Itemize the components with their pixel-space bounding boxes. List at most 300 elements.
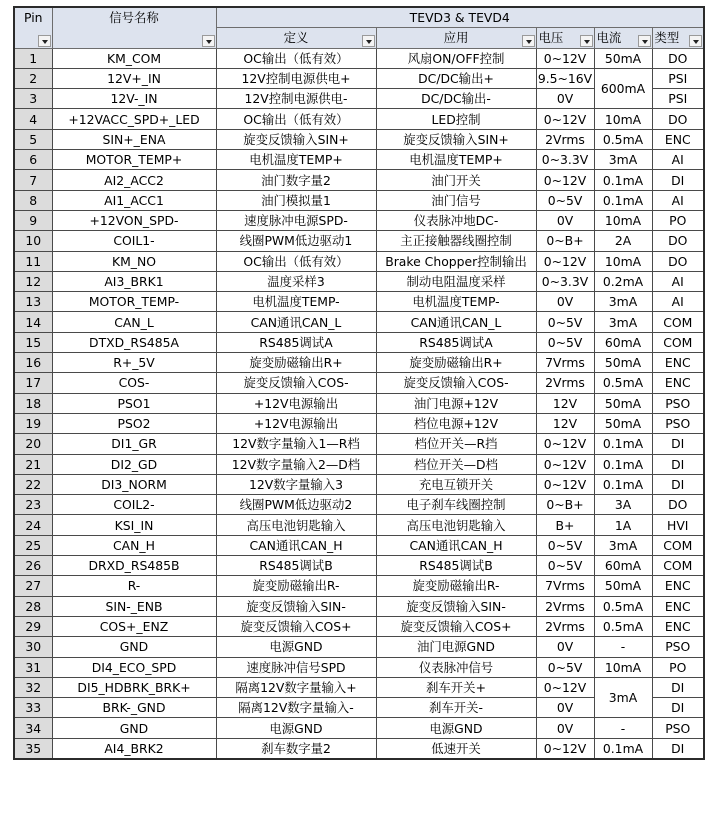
table-row: [14, 616, 704, 636]
signal-cell: BRK-_GND: [52, 698, 216, 718]
table-row: [14, 474, 704, 494]
table-row: [14, 677, 704, 697]
current-cell: 3mA: [594, 292, 652, 312]
pin-cell: 18: [14, 393, 52, 413]
pin-cell: 31: [14, 657, 52, 677]
pin-cell: 20: [14, 434, 52, 454]
definition-cell: CAN通讯CAN_L: [216, 312, 376, 332]
voltage-cell: 0~5V: [536, 556, 594, 576]
application-cell: 电子刹车线圈控制: [376, 495, 536, 515]
filter-dropdown-icon[interactable]: [580, 35, 593, 47]
pin-cell: 8: [14, 190, 52, 210]
voltage-cell: 0V: [536, 718, 594, 738]
signal-cell: DI5_HDBRK_BRK+: [52, 677, 216, 697]
voltage-cell: 0V: [536, 89, 594, 109]
application-cell: 旋变反馈输入SIN+: [376, 129, 536, 149]
signal-cell: DRXD_RS485B: [52, 556, 216, 576]
table-row: [14, 515, 704, 535]
current-cell: 50mA: [594, 353, 652, 373]
application-cell: 档位开关—R挡: [376, 434, 536, 454]
definition-cell: 12V控制电源供电+: [216, 68, 376, 88]
current-cell: 0.2mA: [594, 271, 652, 291]
current-cell: 50mA: [594, 576, 652, 596]
table-row: [14, 495, 704, 515]
table-row: [14, 332, 704, 352]
current-cell: 0.5mA: [594, 616, 652, 636]
voltage-cell: 0~12V: [536, 251, 594, 271]
type-cell: PO: [652, 657, 704, 677]
definition-cell: OC输出（低有效）: [216, 48, 376, 68]
type-cell: AI: [652, 150, 704, 170]
table-row: [14, 657, 704, 677]
definition-cell: 线圈PWM低边驱动2: [216, 495, 376, 515]
signal-cell: AI2_ACC2: [52, 170, 216, 190]
signal-cell: KM_NO: [52, 251, 216, 271]
pin-cell: 16: [14, 353, 52, 373]
voltage-cell: 0~12V: [536, 454, 594, 474]
application-cell: DC/DC输出+: [376, 68, 536, 88]
definition-cell: 隔离12V数字量输入+: [216, 677, 376, 697]
voltage-cell: 0~12V: [536, 434, 594, 454]
header-pin[interactable]: [14, 7, 52, 48]
definition-cell: 电机温度TEMP+: [216, 150, 376, 170]
application-cell: 仪表脉冲地DC-: [376, 210, 536, 230]
current-cell: -: [594, 637, 652, 657]
header-type-label: 类型: [654, 30, 680, 46]
voltage-cell: 0V: [536, 210, 594, 230]
voltage-cell: 0V: [536, 637, 594, 657]
voltage-cell: 0~3.3V: [536, 150, 594, 170]
pin-cell: 32: [14, 677, 52, 697]
current-cell: 0.5mA: [594, 373, 652, 393]
current-cell: 60mA: [594, 332, 652, 352]
pin-cell: 21: [14, 454, 52, 474]
type-cell: AI: [652, 271, 704, 291]
signal-cell: PSO2: [52, 413, 216, 433]
filter-dropdown-icon[interactable]: [638, 35, 651, 47]
type-cell: DI: [652, 738, 704, 759]
table-row: [14, 393, 704, 413]
current-cell: 0.1mA: [594, 190, 652, 210]
voltage-cell: 2Vrms: [536, 373, 594, 393]
pin-table-body: [14, 48, 704, 759]
definition-cell: 12V数字量输入3: [216, 474, 376, 494]
application-cell: 刹车开关-: [376, 698, 536, 718]
signal-cell: AI1_ACC1: [52, 190, 216, 210]
definition-cell: 电源GND: [216, 718, 376, 738]
header-application[interactable]: [376, 28, 536, 48]
signal-cell: GND: [52, 637, 216, 657]
table-row: [14, 190, 704, 210]
pin-cell: 6: [14, 150, 52, 170]
definition-cell: 电机温度TEMP-: [216, 292, 376, 312]
application-cell: RS485调试A: [376, 332, 536, 352]
type-cell: DO: [652, 109, 704, 129]
voltage-cell: 2Vrms: [536, 596, 594, 616]
type-cell: DI: [652, 170, 704, 190]
signal-cell: GND: [52, 718, 216, 738]
application-cell: LED控制: [376, 109, 536, 129]
application-cell: 旋变反馈输入COS-: [376, 373, 536, 393]
type-cell: PSO: [652, 718, 704, 738]
current-cell: 1A: [594, 515, 652, 535]
definition-cell: +12V电源输出: [216, 393, 376, 413]
voltage-cell: 12V: [536, 393, 594, 413]
voltage-cell: 0~3.3V: [536, 271, 594, 291]
header-signal[interactable]: [52, 7, 216, 48]
voltage-cell: 0~12V: [536, 48, 594, 68]
definition-cell: 线圈PWM低边驱动1: [216, 231, 376, 251]
application-cell: CAN通讯CAN_H: [376, 535, 536, 555]
application-cell: 旋变励磁输出R+: [376, 353, 536, 373]
definition-cell: 12V控制电源供电-: [216, 89, 376, 109]
table-row: [14, 353, 704, 373]
type-cell: PSI: [652, 89, 704, 109]
table-row: [14, 292, 704, 312]
pin-cell: 15: [14, 332, 52, 352]
current-cell: 10mA: [594, 657, 652, 677]
signal-cell: MOTOR_TEMP-: [52, 292, 216, 312]
table-row: [14, 210, 704, 230]
filter-dropdown-icon[interactable]: [38, 35, 51, 47]
current-cell: 600mA: [594, 68, 652, 109]
type-cell: ENC: [652, 373, 704, 393]
signal-cell: DTXD_RS485A: [52, 332, 216, 352]
type-cell: ENC: [652, 616, 704, 636]
filter-dropdown-icon[interactable]: [202, 35, 215, 47]
table-row: [14, 170, 704, 190]
application-cell: 仪表脉冲信号: [376, 657, 536, 677]
application-cell: 主正接触器线圈控制: [376, 231, 536, 251]
current-cell: 0.5mA: [594, 129, 652, 149]
pin-cell: 14: [14, 312, 52, 332]
pin-table-sheet: [13, 6, 705, 760]
table-row: [14, 373, 704, 393]
current-cell: 50mA: [594, 413, 652, 433]
current-cell: 2A: [594, 231, 652, 251]
pin-cell: 10: [14, 231, 52, 251]
current-cell: 3mA: [594, 150, 652, 170]
voltage-cell: 0~12V: [536, 677, 594, 697]
signal-cell: R+_5V: [52, 353, 216, 373]
type-cell: DI: [652, 698, 704, 718]
definition-cell: RS485调试A: [216, 332, 376, 352]
voltage-cell: 0~12V: [536, 109, 594, 129]
application-cell: 风扇ON/OFF控制: [376, 48, 536, 68]
application-cell: CAN通讯CAN_L: [376, 312, 536, 332]
pin-table: [13, 6, 705, 760]
type-cell: PSO: [652, 393, 704, 413]
application-cell: 高压电池钥匙输入: [376, 515, 536, 535]
current-cell: 3A: [594, 495, 652, 515]
pin-cell: 9: [14, 210, 52, 230]
table-row: [14, 596, 704, 616]
type-cell: PSO: [652, 637, 704, 657]
application-cell: 低速开关: [376, 738, 536, 759]
header-definition[interactable]: [216, 28, 376, 48]
table-row: [14, 251, 704, 271]
application-cell: 制动电阻温度采样: [376, 271, 536, 291]
pin-cell: 1: [14, 48, 52, 68]
pin-cell: 25: [14, 535, 52, 555]
application-cell: 档位开关—D档: [376, 454, 536, 474]
signal-cell: DI3_NORM: [52, 474, 216, 494]
pin-cell: 11: [14, 251, 52, 271]
table-row: [14, 231, 704, 251]
current-cell: 60mA: [594, 556, 652, 576]
signal-cell: SIN+_ENA: [52, 129, 216, 149]
table-row: [14, 129, 704, 149]
definition-cell: 旋变励磁输出R-: [216, 576, 376, 596]
type-cell: ENC: [652, 576, 704, 596]
table-row: [14, 271, 704, 291]
definition-cell: 旋变反馈输入COS+: [216, 616, 376, 636]
definition-cell: 旋变励磁输出R+: [216, 353, 376, 373]
voltage-cell: 0~5V: [536, 535, 594, 555]
signal-cell: PSO1: [52, 393, 216, 413]
application-cell: 油门电源GND: [376, 637, 536, 657]
voltage-cell: 7Vrms: [536, 353, 594, 373]
voltage-cell: B+: [536, 515, 594, 535]
type-cell: AI: [652, 190, 704, 210]
table-row: [14, 109, 704, 129]
application-cell: 旋变励磁输出R-: [376, 576, 536, 596]
voltage-cell: 0~12V: [536, 170, 594, 190]
current-cell: -: [594, 718, 652, 738]
type-cell: ENC: [652, 596, 704, 616]
current-cell: 3mA: [594, 312, 652, 332]
definition-cell: 速度脉冲电源SPD-: [216, 210, 376, 230]
current-cell: 0.1mA: [594, 738, 652, 759]
current-cell: 10mA: [594, 210, 652, 230]
type-cell: PSO: [652, 413, 704, 433]
application-cell: 油门开关: [376, 170, 536, 190]
type-cell: COM: [652, 535, 704, 555]
voltage-cell: 0~5V: [536, 657, 594, 677]
definition-cell: 高压电池钥匙输入: [216, 515, 376, 535]
type-cell: HVI: [652, 515, 704, 535]
filter-dropdown-icon[interactable]: [522, 35, 535, 47]
pin-cell: 34: [14, 718, 52, 738]
signal-cell: +12VON_SPD-: [52, 210, 216, 230]
table-row: [14, 535, 704, 555]
table-row: [14, 576, 704, 596]
current-cell: 0.1mA: [594, 434, 652, 454]
table-row: [14, 738, 704, 759]
signal-cell: KSI_IN: [52, 515, 216, 535]
pin-cell: 2: [14, 68, 52, 88]
pin-cell: 4: [14, 109, 52, 129]
table-row: [14, 454, 704, 474]
voltage-cell: 0~5V: [536, 190, 594, 210]
signal-cell: CAN_H: [52, 535, 216, 555]
application-cell: 油门信号: [376, 190, 536, 210]
signal-cell: +12VACC_SPD+_LED: [52, 109, 216, 129]
voltage-cell: 9.5~16V: [536, 68, 594, 88]
voltage-cell: 0V: [536, 698, 594, 718]
voltage-cell: 0~12V: [536, 738, 594, 759]
pin-cell: 17: [14, 373, 52, 393]
pin-cell: 12: [14, 271, 52, 291]
table-row: [14, 68, 704, 88]
signal-cell: SIN-_ENB: [52, 596, 216, 616]
signal-cell: AI4_BRK2: [52, 738, 216, 759]
voltage-cell: 0~12V: [536, 474, 594, 494]
signal-cell: COIL2-: [52, 495, 216, 515]
type-cell: AI: [652, 292, 704, 312]
signal-cell: DI1_GR: [52, 434, 216, 454]
application-cell: 旋变反馈输入COS+: [376, 616, 536, 636]
voltage-cell: 0~B+: [536, 231, 594, 251]
pin-cell: 7: [14, 170, 52, 190]
current-cell: 50mA: [594, 393, 652, 413]
application-cell: 档位电源+12V: [376, 413, 536, 433]
current-cell: 0.1mA: [594, 454, 652, 474]
header-voltage[interactable]: [536, 28, 594, 48]
application-cell: 电机温度TEMP-: [376, 292, 536, 312]
signal-cell: CAN_L: [52, 312, 216, 332]
voltage-cell: 7Vrms: [536, 576, 594, 596]
type-cell: DO: [652, 231, 704, 251]
pin-cell: 33: [14, 698, 52, 718]
table-row: [14, 637, 704, 657]
table-row: [14, 413, 704, 433]
pin-cell: 5: [14, 129, 52, 149]
header-definition-label: 定义: [283, 30, 309, 46]
application-cell: RS485调试B: [376, 556, 536, 576]
table-row: [14, 48, 704, 68]
filter-dropdown-icon[interactable]: [689, 35, 702, 47]
application-cell: 充电互锁开关: [376, 474, 536, 494]
signal-cell: 12V+_IN: [52, 68, 216, 88]
definition-cell: 12V数字量输入2—D档: [216, 454, 376, 474]
definition-cell: 刹车数字量2: [216, 738, 376, 759]
definition-cell: OC输出（低有效）: [216, 109, 376, 129]
application-cell: DC/DC输出-: [376, 89, 536, 109]
application-cell: 油门电源+12V: [376, 393, 536, 413]
signal-cell: COIL1-: [52, 231, 216, 251]
application-cell: 刹车开关+: [376, 677, 536, 697]
definition-cell: 旋变反馈输入SIN-: [216, 596, 376, 616]
type-cell: DI: [652, 474, 704, 494]
type-cell: DI: [652, 454, 704, 474]
signal-cell: KM_COM: [52, 48, 216, 68]
signal-cell: AI3_BRK1: [52, 271, 216, 291]
header-type[interactable]: [652, 28, 704, 48]
type-cell: DO: [652, 48, 704, 68]
voltage-cell: 2Vrms: [536, 129, 594, 149]
signal-cell: COS-: [52, 373, 216, 393]
pin-cell: 19: [14, 413, 52, 433]
current-cell: 0.1mA: [594, 474, 652, 494]
definition-cell: OC输出（低有效）: [216, 251, 376, 271]
current-cell: 3mA: [594, 535, 652, 555]
definition-cell: 12V数字量输入1—R档: [216, 434, 376, 454]
signal-cell: COS+_ENZ: [52, 616, 216, 636]
signal-cell: R-: [52, 576, 216, 596]
pin-cell: 3: [14, 89, 52, 109]
header-application-label: 应用: [443, 30, 469, 46]
signal-cell: DI2_GD: [52, 454, 216, 474]
header-current[interactable]: [594, 28, 652, 48]
voltage-cell: 0~B+: [536, 495, 594, 515]
current-cell: 3mA: [594, 677, 652, 718]
definition-cell: 速度脉冲信号SPD: [216, 657, 376, 677]
type-cell: COM: [652, 312, 704, 332]
header-voltage-label: 电压: [538, 30, 564, 46]
signal-cell: 12V-_IN: [52, 89, 216, 109]
pin-cell: 22: [14, 474, 52, 494]
type-cell: ENC: [652, 353, 704, 373]
pin-cell: 24: [14, 515, 52, 535]
type-cell: DI: [652, 434, 704, 454]
type-cell: COM: [652, 556, 704, 576]
type-cell: ENC: [652, 129, 704, 149]
type-cell: DI: [652, 677, 704, 697]
pin-cell: 30: [14, 637, 52, 657]
application-cell: 旋变反馈输入SIN-: [376, 596, 536, 616]
table-row: [14, 312, 704, 332]
definition-cell: CAN通讯CAN_H: [216, 535, 376, 555]
application-cell: 电源GND: [376, 718, 536, 738]
filter-dropdown-icon[interactable]: [362, 35, 375, 47]
voltage-cell: 12V: [536, 413, 594, 433]
current-cell: 10mA: [594, 251, 652, 271]
table-row: [14, 556, 704, 576]
type-cell: COM: [652, 332, 704, 352]
current-cell: 50mA: [594, 48, 652, 68]
voltage-cell: 0V: [536, 292, 594, 312]
type-cell: DO: [652, 495, 704, 515]
definition-cell: 油门模拟量1: [216, 190, 376, 210]
pin-cell: 23: [14, 495, 52, 515]
definition-cell: RS485调试B: [216, 556, 376, 576]
type-cell: PO: [652, 210, 704, 230]
definition-cell: 电源GND: [216, 637, 376, 657]
current-cell: 0.1mA: [594, 170, 652, 190]
definition-cell: 旋变反馈输入SIN+: [216, 129, 376, 149]
definition-cell: 油门数字量2: [216, 170, 376, 190]
table-row: [14, 434, 704, 454]
definition-cell: 隔离12V数字量输入-: [216, 698, 376, 718]
voltage-cell: 2Vrms: [536, 616, 594, 636]
application-cell: Brake Chopper控制输出: [376, 251, 536, 271]
definition-cell: 旋变反馈输入COS-: [216, 373, 376, 393]
signal-cell: MOTOR_TEMP+: [52, 150, 216, 170]
header-group: TEVD3 & TEVD4: [216, 7, 704, 28]
pin-cell: 13: [14, 292, 52, 312]
current-cell: 0.5mA: [594, 596, 652, 616]
voltage-cell: 0~5V: [536, 312, 594, 332]
current-cell: 10mA: [594, 109, 652, 129]
pin-cell: 27: [14, 576, 52, 596]
application-cell: 电机温度TEMP+: [376, 150, 536, 170]
table-row: [14, 150, 704, 170]
type-cell: DO: [652, 251, 704, 271]
pin-cell: 35: [14, 738, 52, 759]
pin-cell: 26: [14, 556, 52, 576]
table-row: [14, 718, 704, 738]
pin-cell: 29: [14, 616, 52, 636]
header-pin-label: Pin: [24, 10, 43, 25]
signal-cell: DI4_ECO_SPD: [52, 657, 216, 677]
definition-cell: +12V电源输出: [216, 413, 376, 433]
header-signal-label: 信号名称: [109, 10, 159, 25]
pin-cell: 28: [14, 596, 52, 616]
voltage-cell: 0~5V: [536, 332, 594, 352]
header-current-label: 电流: [596, 30, 622, 46]
type-cell: PSI: [652, 68, 704, 88]
